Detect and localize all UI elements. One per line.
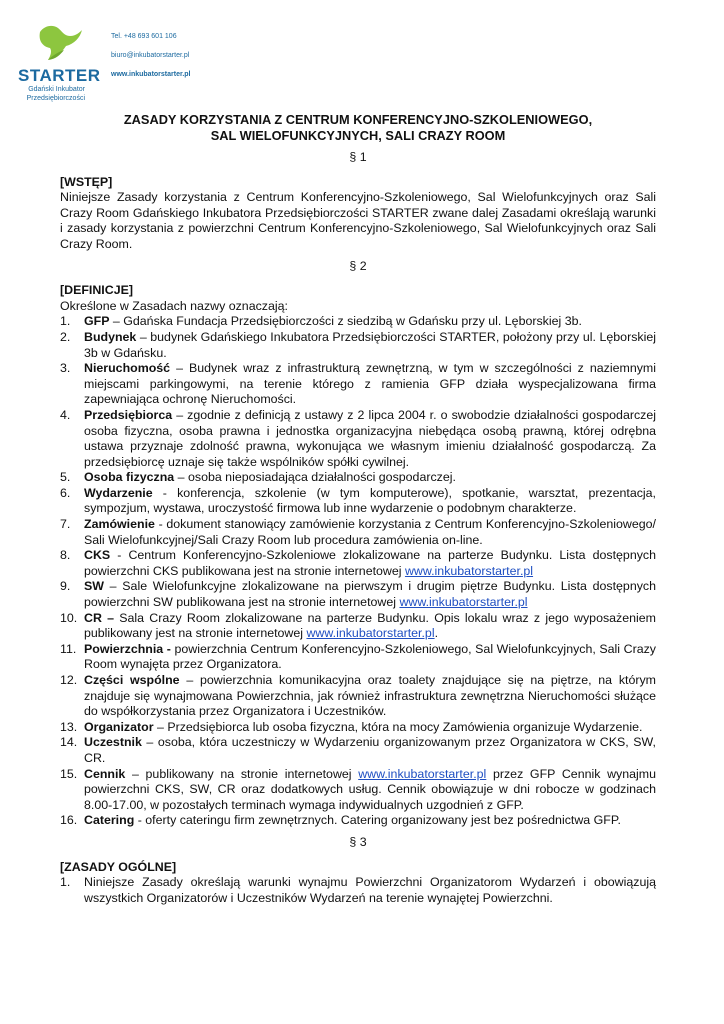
item-text: - Centrum Konferencyjno-Szkoleniowe zlokalizowane na parterze Budynku. Lista dostępnych powierzchni CKS publikowana jest na stronie internetowej: [84, 548, 656, 578]
item-number: 10.: [60, 610, 78, 625]
item-term: CKS: [84, 548, 111, 563]
section-1-number: § 1: [349, 150, 367, 164]
section-3-number: § 3: [349, 834, 367, 849]
item-number: 15.: [60, 766, 78, 781]
list-item: [60, 767, 656, 814]
list-item: [60, 548, 656, 579]
item-term: SW: [84, 579, 104, 594]
definitions-list: [60, 314, 656, 829]
item-term: GFP: [84, 314, 110, 329]
starter-logo: [18, 22, 101, 117]
item-number: 9.: [60, 579, 71, 594]
phone-text: Tel. +48 693 601 106: [111, 33, 177, 40]
item-text: – Gdańska Fundacja Przedsiębiorczości z siedzibą w Gdańsku przy ul. Lęborskiej 3b.: [109, 314, 582, 329]
item-text: – osoba, która uczestniczy w Wydarzeniu organizowanym przez Organizatora w CKS, SW, CR.: [84, 735, 656, 765]
list-item: [60, 875, 656, 906]
item-number: 1.: [60, 875, 71, 890]
item-term: Zamówienie: [84, 517, 155, 532]
website-link[interactable]: www.inkubatorstarter.pl: [111, 71, 191, 78]
section-3-label: [ZASADY OGÓLNE]: [60, 859, 177, 874]
item-text: – osoba nieposiadająca działalności gospodarczej.: [174, 470, 456, 485]
item-term: Cennik: [84, 766, 126, 781]
section-2-intro: Określone w Zasadach nazwy oznaczają:: [60, 298, 288, 313]
list-item: [60, 735, 656, 766]
item-number: 1.: [60, 314, 71, 329]
letterhead: [18, 22, 718, 117]
logo-subtitle-line1: Gdański Inkubator: [28, 86, 85, 93]
item-term: Części wspólne: [84, 673, 180, 687]
bird-leaf-icon: [18, 22, 92, 66]
list-item: [60, 579, 656, 610]
doc-title-line2: SAL WIELOFUNKCYJNYCH, SALI CRAZY ROOM: [210, 128, 506, 143]
contact-block: [111, 32, 190, 89]
item-term: Powierzchnia -: [84, 641, 171, 656]
item-text: – publikowany na stronie internetowej: [125, 766, 359, 781]
item-text: - konferencja, szkolenie (w tym komputerowe), spotkanie, warsztat, prezentacja, sympozjum, wystawa, uroczystość firmowa lub inne wydarzenie o podobnym charakterze.: [84, 485, 656, 516]
section-1-text: Niniejsze Zasady korzystania z Centrum Konferencyjno-Szkoleniowego, Sal Wielofunkcyjnych oraz Sali Crazy Room Gdańskiego Inkubatora Przedsiębiorczości STARTER zwane dalej Zasadami określają warunki i zasady korzystania z powierzchni Centrum Konferencyjno-Szkoleniowego, Sal Wielofunkcyjnych oraz Sali Crazy Room.: [60, 190, 656, 251]
email-link[interactable]: biuro@inkubatorstarter.pl: [111, 52, 190, 59]
item-text: – budynek Gdańskiego Inkubatora Przedsiębiorczości STARTER, położony przy ul. Lęborskiej 3b w Gdańsku.: [84, 329, 656, 360]
item-text: – powierzchnia komunikacyjna oraz toalety znajdujące się na piętrze, na którym znajduje się wynajmowana Powierzchnia, jak również infrastruktura zewnętrzna Nieruchomości służące do współkorzystania przez Organizatora i Uczestników.: [84, 673, 656, 719]
logo-wordmark: STARTER: [18, 66, 101, 85]
item-term: Osoba fizyczna: [84, 470, 175, 485]
item-text: – Budynek wraz z infrastrukturą zewnętrzną, w tym w szczególności z naziemnymi miejscami parkingowymi, na terenie którego z ramienia GFP działa wyspecjalizowana firma zapewniająca ochronę Nieruchomości.: [84, 361, 656, 407]
item-term: Budynek: [84, 329, 137, 344]
item-text: - oferty cateringu firm zewnętrznych. Catering organizowany jest bez pośrednictwa GFP.: [134, 813, 621, 828]
item-term: Przedsiębiorca: [84, 407, 173, 422]
website-link[interactable]: www.inkubatorstarter.pl: [404, 563, 534, 578]
list-item: [60, 330, 656, 361]
item-number: 12.: [60, 673, 78, 687]
section-1-label: [WSTĘP]: [60, 174, 113, 189]
item-term: Organizator: [84, 719, 154, 734]
list-item: [60, 314, 656, 330]
list-item: [60, 486, 656, 517]
logo-subtitle: [23, 85, 85, 103]
item-number: 3.: [60, 361, 71, 376]
website-link[interactable]: www.inkubatorstarter.pl: [358, 766, 487, 781]
list-item: [60, 517, 656, 548]
item-term: Nieruchomość: [84, 361, 171, 376]
item-term: CR –: [84, 610, 115, 625]
list-item: [60, 470, 656, 486]
item-term: Wydarzenie: [84, 485, 153, 500]
general-rules-list: [60, 875, 656, 906]
item-text: – Sale Wielofunkcyjne zlokalizowane na pierwszym i drugim piętrze Budynku. Lista dostępnych powierzchni SW publikowana jest na stronie internetowej: [84, 579, 656, 610]
list-item: [60, 408, 656, 470]
item-text-after: .: [434, 626, 439, 641]
list-item: [60, 720, 656, 736]
list-item: [60, 361, 656, 408]
list-item: [60, 673, 656, 720]
list-item: [60, 642, 656, 673]
item-text-after: przez GFP Cennik wynajmu powierzchni CKS, SW, CR oraz dodatkowych usług. Cennik obowiązuje w dni robocze w godzinach 8.00-17.00, w pozostałych terminach wymaga indywidualnych uzgodnień z GFP.: [84, 766, 656, 812]
doc-title-line1: ZASADY KORZYSTANIA Z CENTRUM KONFERENCYJNO-SZKOLENIOWEGO,: [123, 112, 593, 127]
item-number: 13.: [60, 719, 78, 734]
section-2-number: § 2: [349, 258, 367, 273]
item-term: Catering: [84, 813, 135, 828]
item-text: – zgodnie z definicją z ustawy z 2 lipca 2004 r. o swobodzie działalności gospodarczej osoba fizyczna, osoba prawna i jednostka organizacyjna niebędąca osobą prawną, której odrębna ustawa przyznaje zdolność prawna, wykonująca we własnym imieniu działalność gospodarczą. Za przedsiębiorcę uznaje się także wspólników spółki cywilnej.: [84, 407, 656, 469]
item-number: 2.: [60, 329, 71, 344]
item-number: 14.: [60, 735, 78, 750]
item-text: Sala Crazy Room zlokalizowane na parterze Budynku. Opis lokalu wraz z jego wyposażeniem publikowany jest na stronie internetowej: [84, 610, 656, 641]
item-term: Uczestnik: [84, 735, 142, 750]
item-text: powierzchnia Centrum Konferencyjno-Szkoleniowego, Sal Wielofunkcyjnych, Sali Crazy Room wynajęta przez Organizatora.: [84, 641, 656, 672]
item-number: 5.: [60, 470, 71, 485]
item-number: 7.: [60, 517, 71, 532]
item-number: 11.: [60, 641, 77, 656]
item-text: - dokument stanowiący zamówienie korzystania z Centrum Konferencyjno-Szkoleniowego/ Sali Wielofunkcyjnej/Sali Crazy Room lub procedura zamówienia on-line.: [84, 517, 656, 547]
document-body: [60, 112, 656, 906]
list-item: [60, 813, 656, 829]
item-text: – Przedsiębiorca lub osoba fizyczna, która na mocy Zamówienia organizuje Wydarzenie.: [153, 719, 643, 734]
logo-subtitle-line2: Przedsiębiorczości: [26, 95, 85, 102]
list-item: [60, 611, 656, 642]
item-number: 8.: [60, 548, 71, 563]
item-number: 16.: [60, 813, 78, 828]
item-text: Niniejsze Zasady określają warunki wynajmu Powierzchni Organizatorom Wydarzeń i obowiązują wszystkich Organizatorów i Uczestników Wydarzeń na terenie wynajętej Powierzchni.: [84, 875, 656, 905]
website-link[interactable]: www.inkubatorstarter.pl: [399, 595, 528, 610]
section-2-label: [DEFINICJE]: [60, 283, 133, 298]
item-number: 4.: [60, 407, 71, 422]
website-link[interactable]: www.inkubatorstarter.pl: [306, 626, 435, 641]
item-number: 6.: [60, 485, 71, 500]
